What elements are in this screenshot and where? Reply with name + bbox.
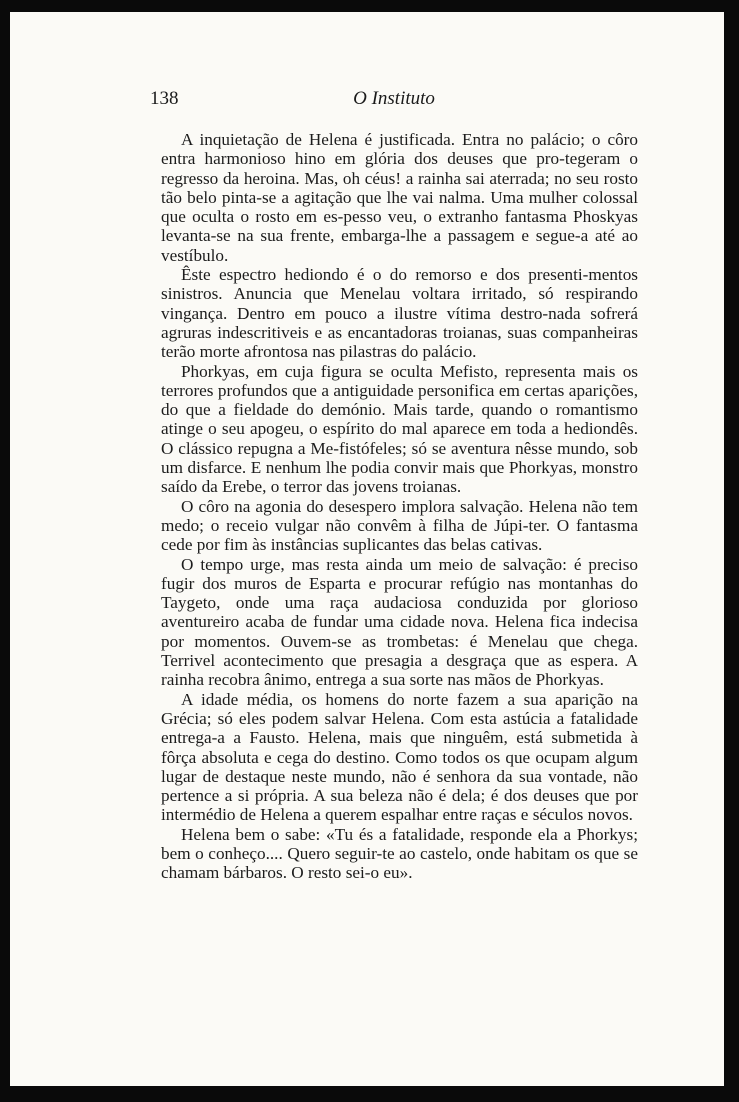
page-number: 138 bbox=[150, 88, 179, 109]
paragraph: Phorkyas, em cuja figura se oculta Mefisto, representa mais os terrores profundos que a antiguidade personifica em certas aparições, do que a fieldade do demónio. Mais tarde, quando o romantismo atinge o seu apogeu, o espírito do mal aparece em toda a hediondês. O clássico repugna a Me-fistófeles; só se aventura nêsse mundo, sob um disfarce. E nenhum lhe podia convir mais que Phorkyas, monstro saído da Erebe, o terror das jovens troianas. bbox=[161, 361, 638, 497]
paragraph: O côro na agonia do desespero implora salvação. Helena não tem medo; o receio vulgar não convêm à filha de Júpi-ter. O fantasma cede por fim às instâncias suplicantes das belas cativas. bbox=[161, 496, 638, 555]
running-head bbox=[150, 88, 638, 114]
paragraph: Helena bem o sabe: «Tu és a fatalidade, responde ela a Phorkys; bem o conheço.... Quero seguir-te ao castelo, onde habitam os que se chamam bárbaros. O resto sei-o eu». bbox=[161, 824, 638, 883]
paragraph: O tempo urge, mas resta ainda um meio de salvação: é preciso fugir dos muros de Esparta e procurar refúgio nas montanhas do Taygeto, onde uma raça audaciosa conduzida por glorioso aventureiro acaba de fundar uma cidade nova. Helena fica indecisa por momentos. Ouvem-se as trombetas: é Menelau que chega. Terrivel acontecimento que presagia a desgraça que as espera. A rainha recobra ânimo, entrega a sua sorte nas mãos de Phorkyas. bbox=[161, 554, 638, 690]
body-text bbox=[161, 130, 638, 883]
paragraph: A idade média, os homens do norte fazem a sua aparição na Grécia; só eles podem salvar Helena. Com esta astúcia a fatalidade entrega-a a Fausto. Helena, mais que ninguêm, está submetida à fôrça absoluta e cega do destino. Como todos os que ocupam algum lugar de destaque neste mundo, não é senhora da sua vontade, não pertence a si própria. A sua beleza não é dela; é dos deuses que por intermédio de Helena a querem espalhar entre raças e séculos novos. bbox=[161, 689, 638, 825]
journal-title: O Instituto bbox=[353, 88, 435, 109]
paragraph: Êste espectro hediondo é o do remorso e dos presenti-mentos sinistros. Anuncia que Menelau voltara irritado, só respirando vingança. Dentro em pouco a ilustre vítima destro-nada sofrerá agruras indescritiveis e as encantadoras troianas, suas companheiras terão morte afrontosa nas pilastras do palácio. bbox=[161, 265, 638, 362]
paragraph: A inquietação de Helena é justificada. Entra no palácio; o côro entra harmonioso hino em glória dos deuses que pro-tegeram o regresso da heroina. Mas, oh céus! a rainha sai aterrada; no seu rosto tão belo pinta-se a agitação que lhe vai nalma. Uma mulher colossal que oculta o rosto em es-pesso veu, o extranho fantasma Phoskyas levanta-se na sua frente, embarga-lhe a passagem e segue-a até ao vestíbulo. bbox=[161, 130, 638, 265]
